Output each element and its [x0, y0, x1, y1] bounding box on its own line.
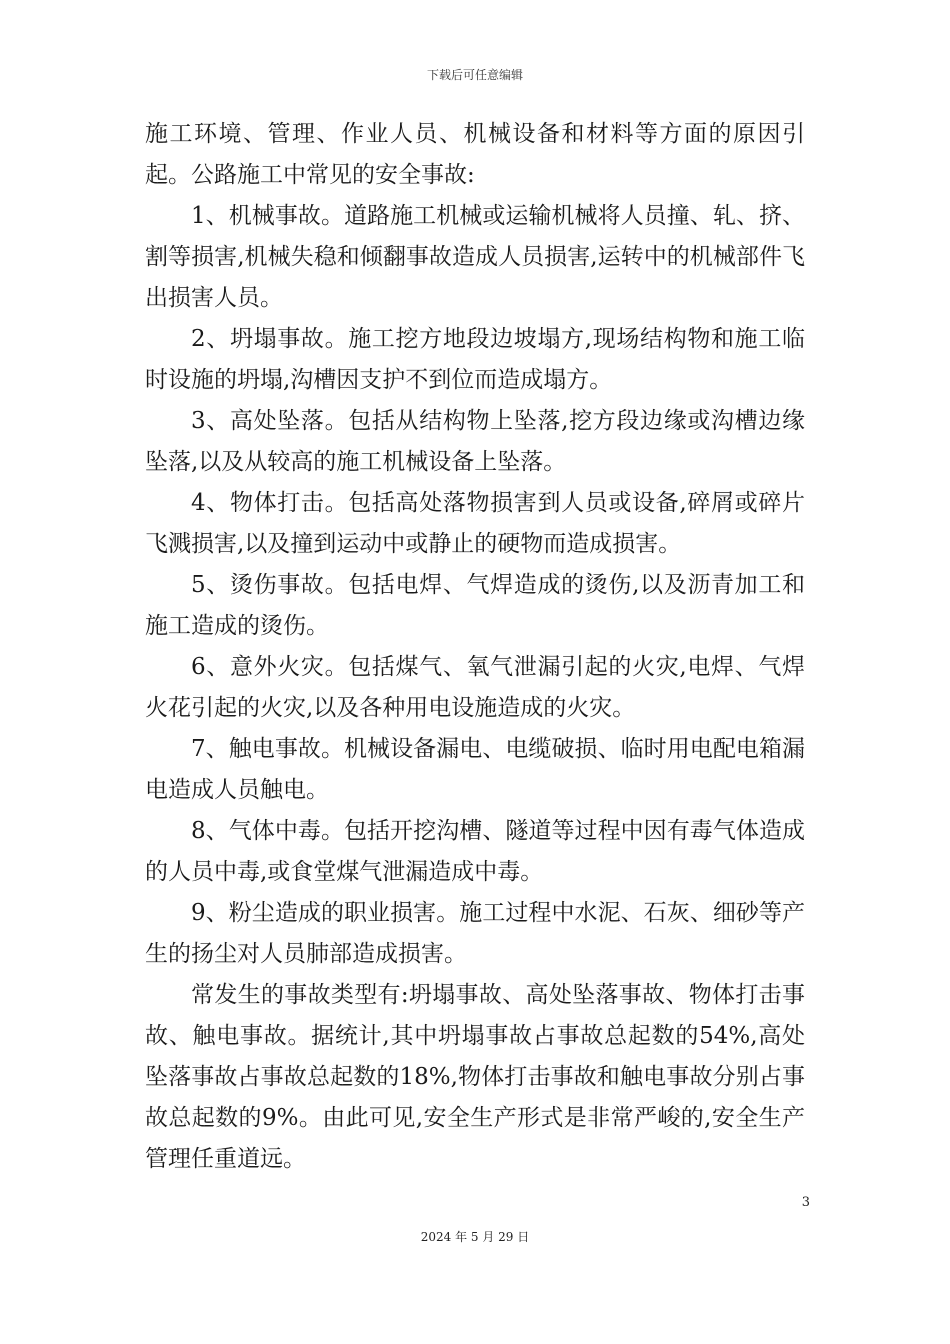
paragraph-item-8: 8、气体中毒。包括开挖沟槽、隧道等过程中因有毒气体造成的人员中毒,或食堂煤气泄漏造成中毒。: [145, 818, 805, 885]
paragraph-item-7: 7、触电事故。机械设备漏电、电缆破损、临时用电配电箱漏电造成人员触电。: [145, 736, 805, 803]
paragraph-item-3: 3、高处坠落。包括从结构物上坠落,挖方段边缘或沟槽边缘坠落,以及从较高的施工机械设备上坠落。: [145, 408, 805, 475]
paragraph-item-5: 5、烫伤事故。包括电焊、气焊造成的烫伤,以及沥青加工和施工造成的烫伤。: [145, 572, 805, 639]
paragraph-item-1: 1、机械事故。道路施工机械或运输机械将人员撞、轧、挤、割等损害,机械失稳和倾翻事故造成人员损害,运转中的机械部件飞出损害人员。: [145, 203, 805, 311]
page-number: 3: [801, 1195, 810, 1210]
paragraph-item-9: 9、粉尘造成的职业损害。施工过程中水泥、石灰、细砂等产生的扬尘对人员肺部造成损害。: [145, 900, 805, 967]
paragraph-item-2: 2、坍塌事故。施工挖方地段边坡塌方,现场结构物和施工临时设施的坍塌,沟槽因支护不到位而造成塌方。: [145, 326, 805, 393]
page-footer-date: 2024 年 5 月 29 日: [420, 1230, 530, 1244]
paragraph-item-6: 6、意外火灾。包括煤气、氧气泄漏引起的火灾,电焊、气焊火花引起的火灾,以及各种用电设施造成的火灾。: [145, 654, 805, 721]
paragraph-summary: 常发生的事故类型有:坍塌事故、高处坠落事故、物体打击事故、触电事故。据统计,其中坍塌事故占事故总起数的54%,高处坠落事故占事故总起数的18%,物体打击事故和触电事故分别占事故总起数的9%。由此可见,安全生产形式是非常严峻的,安全生产管理任重道远。: [145, 982, 805, 1172]
page-header: 下载后可任意编辑: [426, 68, 523, 82]
paragraph-intro: 施工环境、管理、作业人员、机械设备和材料等方面的原因引起。公路施工中常见的安全事故:: [145, 121, 805, 188]
document-body: [145, 114, 805, 1180]
paragraph-item-4: 4、物体打击。包括高处落物损害到人员或设备,碎屑或碎片飞溅损害,以及撞到运动中或静止的硬物而造成损害。: [145, 490, 805, 557]
